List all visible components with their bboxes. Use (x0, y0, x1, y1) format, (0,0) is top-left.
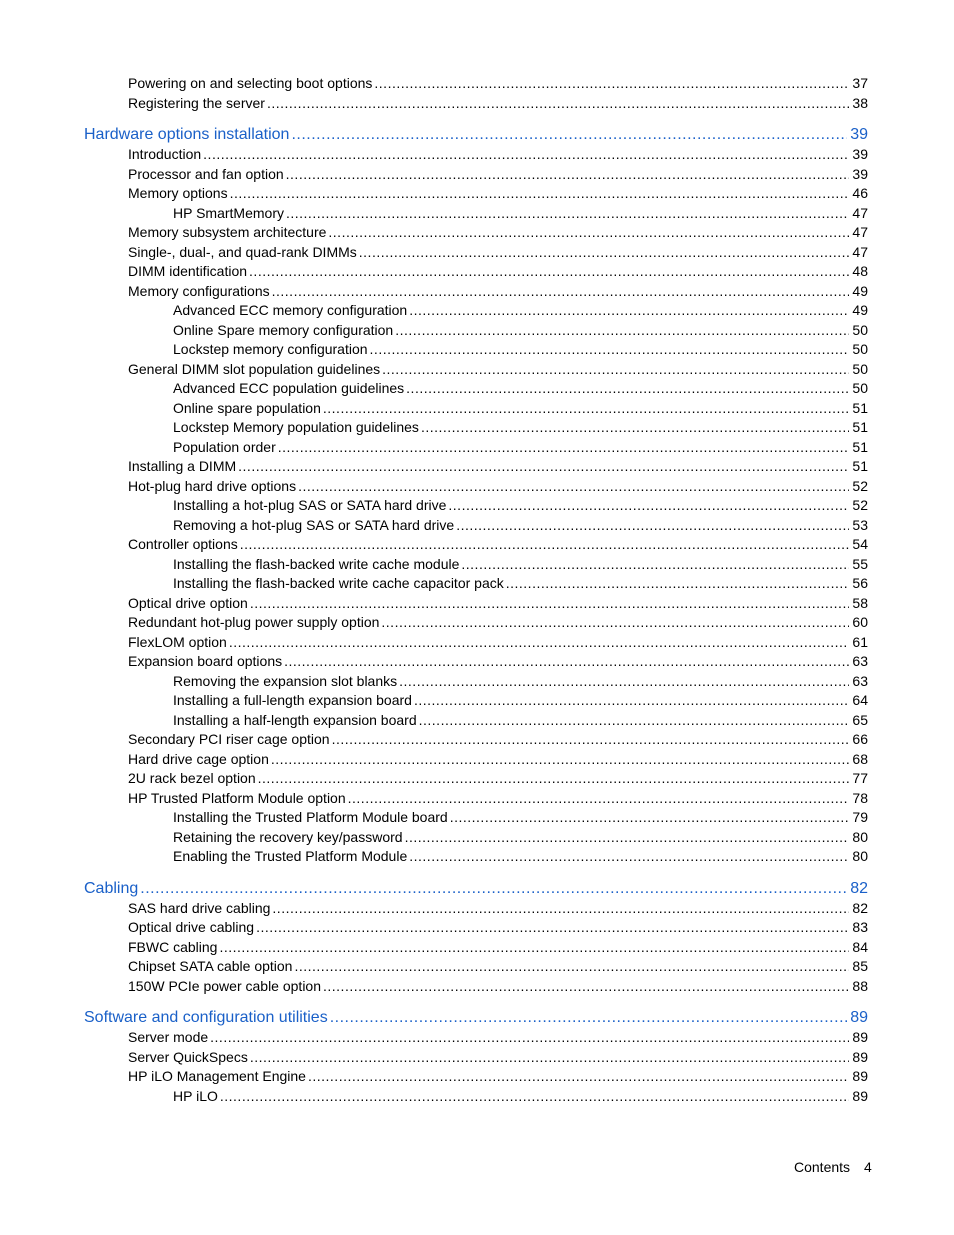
dot-leader (374, 74, 849, 94)
toc-entry-page: 65 (852, 711, 868, 728)
toc-section-link[interactable] (0, 918, 868, 938)
toc-subsection-link[interactable] (0, 301, 868, 321)
dot-leader (250, 594, 850, 614)
toc-entry-page: 49 (852, 282, 868, 299)
toc-entry-title: Server QuickSpecs (128, 1048, 248, 1065)
toc-entry-page: 53 (852, 516, 868, 533)
toc-entry-title: HP SmartMemory (173, 204, 284, 221)
toc-entry-page: 38 (852, 94, 868, 111)
toc-entry-title: Advanced ECC population guidelines (173, 380, 405, 396)
toc-entry-page: 63 (852, 653, 868, 669)
toc-entry-title: Installing the flash-backed write cache module (173, 555, 460, 572)
toc-subsection-link[interactable] (0, 438, 868, 458)
toc-entry-title: FlexLOM option (128, 633, 227, 650)
toc-entry-page: 50 (852, 341, 868, 357)
dot-leader (203, 145, 849, 165)
dot-leader (323, 399, 850, 419)
toc-entry-title: Hardware options installation (84, 126, 290, 143)
toc-entry-page: 66 (852, 731, 868, 747)
toc-subsection-link[interactable] (0, 321, 868, 341)
dot-leader (328, 223, 849, 243)
toc-section-link[interactable] (0, 360, 868, 380)
toc-entry-title: Registering the server (128, 94, 265, 111)
dot-leader (278, 438, 850, 458)
dot-leader (419, 711, 850, 731)
toc-entry-page: 51 (852, 438, 868, 455)
dot-leader (240, 535, 850, 555)
toc-entry-title: Memory configurations (128, 282, 270, 299)
toc-entry-title: Installing the Trusted Platform Module board (173, 809, 448, 825)
dot-leader (256, 918, 849, 938)
toc-entry-page: 63 (852, 672, 868, 689)
toc-subsection-link[interactable] (0, 496, 868, 516)
toc-entry-title: Chipset SATA cable option (128, 958, 293, 974)
dot-leader (409, 847, 849, 867)
toc-entry-page: 48 (852, 263, 868, 279)
toc-section-link[interactable] (0, 145, 868, 165)
toc-section-link[interactable] (0, 165, 868, 185)
toc-section-link[interactable] (0, 613, 868, 633)
toc-section-link[interactable] (0, 750, 868, 770)
toc-section-link[interactable] (0, 957, 868, 977)
toc-section-link[interactable] (0, 223, 868, 243)
toc-entry-title: SAS hard drive cabling (128, 899, 271, 916)
toc-subsection-link[interactable] (0, 1087, 868, 1107)
toc-entry-title: Expansion board options (128, 653, 283, 669)
toc-entry-title: Redundant hot-plug power supply option (128, 614, 380, 630)
toc-section-link[interactable] (0, 1028, 868, 1048)
toc-section-link[interactable] (0, 633, 868, 653)
toc-entry-page: 84 (852, 938, 868, 955)
toc-entry-title: DIMM identification (128, 263, 248, 279)
toc-entry-title: 150W PCIe power cable option (128, 977, 321, 994)
toc-entry-page: 52 (852, 497, 868, 513)
dot-leader (267, 94, 849, 114)
toc-subsection-link[interactable] (0, 204, 868, 224)
toc-entry-title: Online Spare memory configuration (173, 321, 394, 338)
dot-leader (286, 165, 850, 185)
toc-entry-title: Introduction (128, 146, 202, 162)
toc-entry-page: 55 (852, 555, 868, 572)
toc-entry-page: 80 (852, 828, 868, 845)
dot-leader (409, 301, 849, 321)
toc-entry-title: Enabling the Trusted Platform Module (173, 848, 408, 864)
toc-section-link[interactable] (0, 769, 868, 789)
toc-entry-page: 61 (852, 633, 868, 650)
dot-leader (456, 516, 849, 536)
toc-entry-title: Installing a hot-plug SAS or SATA hard drive (173, 497, 447, 513)
dot-leader (272, 899, 849, 919)
toc-entry-page: 80 (852, 848, 868, 864)
toc-section-link[interactable] (0, 477, 868, 497)
dot-leader (395, 321, 849, 341)
dot-leader (506, 574, 850, 594)
dot-leader (220, 1087, 850, 1107)
toc-section-link[interactable] (0, 262, 868, 282)
toc-entry-page: 54 (852, 536, 868, 552)
toc-entry-page: 51 (852, 399, 868, 416)
toc-entry-title: Secondary PCI riser cage option (128, 731, 330, 747)
toc-entry-title: HP iLO (173, 1087, 218, 1104)
toc-entry-page: 77 (852, 770, 868, 786)
toc-entry-title: Software and configuration utilities (84, 1009, 328, 1026)
toc-section-link[interactable] (0, 789, 868, 809)
table-of-contents (0, 74, 954, 1106)
dot-leader (271, 750, 850, 770)
footer-label: Contents (794, 1159, 851, 1175)
toc-entry-title: Optical drive option (128, 594, 248, 611)
dot-leader (249, 262, 849, 282)
toc-entry-title: Hard drive cage option (128, 750, 269, 767)
dot-leader (294, 957, 849, 977)
toc-subsection-link[interactable] (0, 379, 868, 399)
dot-leader (414, 691, 849, 711)
dot-leader (238, 457, 849, 477)
toc-entry-title: Optical drive cabling (128, 919, 255, 935)
toc-section-link[interactable] (0, 594, 868, 614)
toc-section-link[interactable] (0, 977, 868, 997)
toc-entry-title: Memory options (128, 185, 228, 201)
toc-section-link[interactable] (0, 74, 868, 94)
toc-entry-page: 50 (852, 360, 868, 377)
footer-page-number: 4 (864, 1159, 872, 1175)
toc-entry-title: HP Trusted Platform Module option (128, 789, 346, 806)
toc-entry-page: 51 (852, 419, 868, 435)
toc-entry-page: 58 (852, 594, 868, 611)
toc-subsection-link[interactable] (0, 516, 868, 536)
toc-section-link[interactable] (0, 243, 868, 263)
toc-entry-title: Memory subsystem architecture (128, 224, 327, 240)
dot-leader (258, 769, 850, 789)
toc-entry-title: Controller options (128, 536, 238, 552)
toc-entry-title: Installing the flash-backed write cache capacitor pack (173, 575, 504, 591)
dot-leader (330, 1007, 848, 1028)
toc-entry-title: Powering on and selecting boot options (128, 75, 373, 91)
dot-leader (219, 938, 849, 958)
toc-section-link[interactable] (0, 938, 868, 958)
toc-entry-page: 82 (850, 879, 868, 897)
toc-entry-title: Installing a full-length expansion board (173, 692, 412, 708)
toc-entry-title: Removing the expansion slot blanks (173, 672, 398, 689)
dot-leader (323, 977, 849, 997)
dot-leader (399, 672, 849, 692)
dot-leader (230, 184, 850, 204)
toc-subsection-link[interactable] (0, 828, 868, 848)
toc-entry-page: 83 (852, 919, 868, 935)
toc-entry-page: 78 (852, 789, 868, 806)
toc-entry-title: Population order (173, 438, 276, 455)
toc-entry-title: Cabling (84, 879, 139, 897)
dot-leader (461, 555, 849, 575)
toc-entry-page: 47 (852, 224, 868, 240)
page-footer (794, 1158, 872, 1176)
dot-leader (210, 1028, 849, 1048)
toc-section-link[interactable] (0, 899, 868, 919)
toc-entry-page: 46 (852, 185, 868, 201)
dot-leader (286, 204, 849, 224)
toc-entry-page: 85 (852, 958, 868, 974)
toc-entry-page: 39 (852, 146, 868, 162)
toc-entry-title: Single-, dual-, and quad-rank DIMMs (128, 243, 357, 260)
toc-entry-page: 52 (852, 477, 868, 494)
toc-entry-title: Lockstep memory configuration (173, 341, 368, 357)
toc-entry-page: 51 (852, 458, 868, 474)
toc-entry-title: FBWC cabling (128, 938, 218, 955)
toc-entry-title: Hot-plug hard drive options (128, 477, 297, 494)
toc-section-link[interactable] (0, 184, 868, 204)
toc-entry-page: 47 (852, 204, 868, 221)
toc-entry-title: Retaining the recovery key/password (173, 828, 403, 845)
dot-leader (405, 828, 850, 848)
dot-leader (272, 282, 850, 302)
toc-entry-page: 89 (852, 1029, 868, 1045)
toc-entry-page: 88 (852, 977, 868, 994)
toc-section-link[interactable] (0, 652, 868, 672)
toc-entry-title: Processor and fan option (128, 165, 284, 182)
toc-section-link[interactable] (0, 1067, 868, 1087)
toc-entry-page: 89 (850, 1009, 868, 1026)
toc-entry-page: 89 (852, 1068, 868, 1084)
toc-subsection-link[interactable] (0, 691, 868, 711)
dot-leader (284, 652, 849, 672)
dot-leader (406, 379, 849, 399)
toc-entry-title: Server mode (128, 1029, 209, 1045)
toc-entry-page: 50 (852, 321, 868, 338)
toc-entry-title: HP iLO Management Engine (128, 1068, 306, 1084)
toc-entry-title: Removing a hot-plug SAS or SATA hard drive (173, 516, 455, 533)
toc-entry-page: 50 (852, 380, 868, 396)
toc-entry-page: 68 (852, 750, 868, 767)
toc-entry-page: 39 (852, 165, 868, 182)
toc-chapter-link[interactable] (0, 1007, 868, 1028)
toc-subsection-link[interactable] (0, 711, 868, 731)
dot-leader (308, 1067, 849, 1087)
dot-leader (359, 243, 850, 263)
toc-entry-title: Advanced ECC memory configuration (173, 302, 408, 318)
toc-chapter-link[interactable] (0, 878, 868, 899)
toc-section-link[interactable] (0, 282, 868, 302)
toc-entry-page: 47 (852, 243, 868, 260)
toc-subsection-link[interactable] (0, 555, 868, 575)
toc-subsection-link[interactable] (0, 340, 868, 360)
dot-leader (229, 633, 850, 653)
toc-subsection-link[interactable] (0, 399, 868, 419)
toc-entry-title: Lockstep Memory population guidelines (173, 419, 419, 435)
toc-section-link[interactable] (0, 94, 868, 114)
toc-subsection-link[interactable] (0, 574, 868, 594)
toc-subsection-link[interactable] (0, 847, 868, 867)
toc-entry-title: Online spare population (173, 399, 321, 416)
dot-leader (450, 808, 850, 828)
toc-entry-title: Installing a half-length expansion board (173, 711, 417, 728)
dot-leader (370, 340, 850, 360)
toc-entry-page: 89 (852, 1087, 868, 1104)
dot-leader (382, 360, 849, 380)
dot-leader (448, 496, 849, 516)
dot-leader (140, 878, 847, 899)
dot-leader (348, 789, 850, 809)
toc-section-link[interactable] (0, 1048, 868, 1068)
dot-leader (298, 477, 849, 497)
dot-leader (291, 124, 847, 145)
toc-entry-title: 2U rack bezel option (128, 770, 256, 786)
toc-section-link[interactable] (0, 457, 868, 477)
toc-entry-page: 56 (852, 575, 868, 591)
toc-chapter-link[interactable] (0, 124, 868, 145)
toc-section-link[interactable] (0, 730, 868, 750)
toc-entry-page: 79 (852, 809, 868, 825)
toc-entry-page: 64 (852, 692, 868, 708)
toc-entry-page: 49 (852, 302, 868, 318)
toc-entry-page: 37 (852, 75, 868, 91)
toc-entry-title: Installing a DIMM (128, 458, 237, 474)
dot-leader (250, 1048, 850, 1068)
toc-entry-page: 39 (850, 126, 868, 143)
toc-subsection-link[interactable] (0, 418, 868, 438)
dot-leader (381, 613, 849, 633)
toc-section-link[interactable] (0, 535, 868, 555)
dot-leader (332, 730, 850, 750)
toc-entry-page: 89 (852, 1048, 868, 1065)
toc-subsection-link[interactable] (0, 672, 868, 692)
dot-leader (421, 418, 849, 438)
toc-subsection-link[interactable] (0, 808, 868, 828)
toc-entry-title: General DIMM slot population guidelines (128, 360, 381, 377)
toc-entry-page: 82 (852, 899, 868, 916)
toc-entry-page: 60 (852, 614, 868, 630)
